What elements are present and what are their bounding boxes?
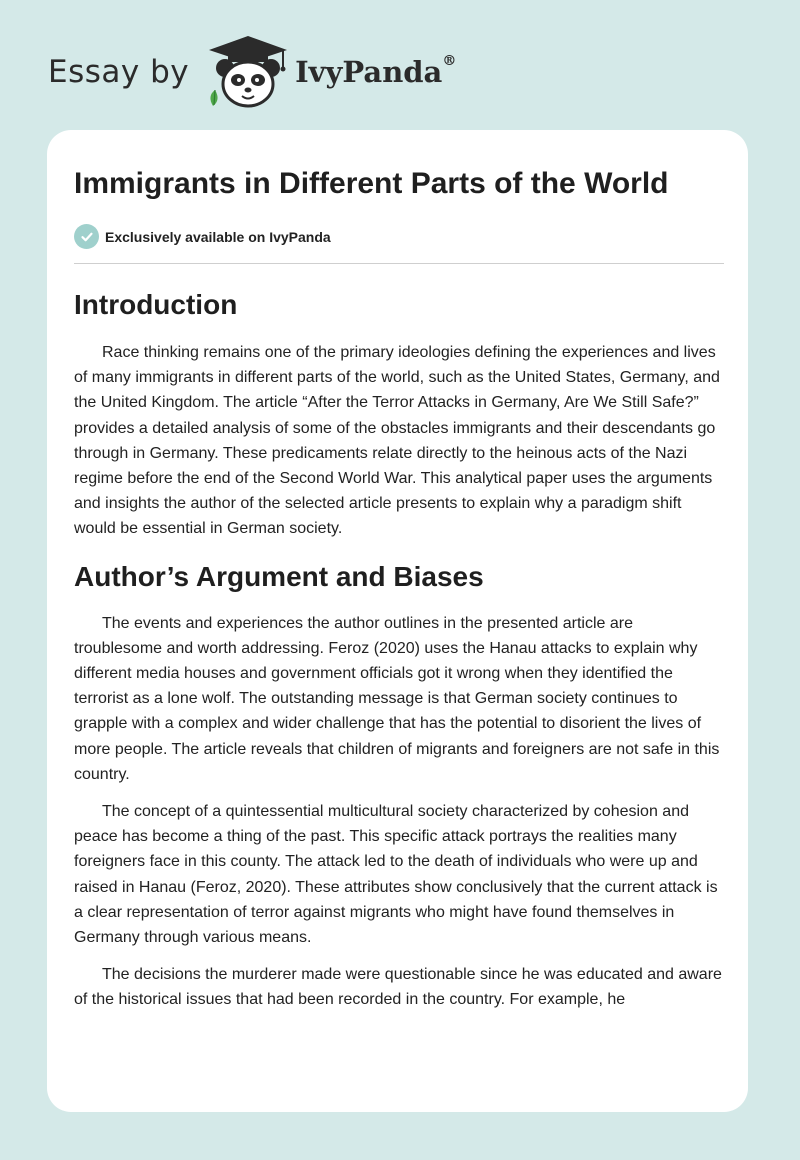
section-heading: Introduction xyxy=(74,289,238,320)
exclusive-label: Exclusively available on IvyPanda xyxy=(105,228,331,245)
page-title: Immigrants in Different Parts of the World xyxy=(74,167,669,200)
registered-mark: ® xyxy=(442,53,457,69)
paragraph: Race thinking remains one of the primary ideologies defining the experiences and lives of many immigrants in different parts of the world, such as the United States, Germany, and the United Kingdom. The article “After the Terror Attacks in Germany, Are We Still Safe?” provides a detailed analysis of some of the obstacles immigrants and their descendants go through in Germany. These predicaments relate directly to the heinous acts of the Nazi regime before the end of the Second World War. This analytical paper uses the arguments and insights the author of the selected article presents to explain why a paradigm shift would be essential in German society. xyxy=(74,344,720,538)
divider xyxy=(74,263,724,264)
paragraph: The concept of a quintessential multicultural society characterized by cohesion and peace has become a thing of the past. This specific attack portrays the realities many foreigners face in this county. The attack led to the death of individuals who were up and raised in Hanau (Feroz, 2020). These attributes show conclusively that the current attack is a clear representation of terror against migrants who might have found themselves in Germany through various means. xyxy=(74,803,718,947)
site-header xyxy=(48,32,456,112)
paragraph: The events and experiences the author outlines in the presented article are troublesome and worth addressing. Feroz (2020) uses the Hanau attacks to explain why different media houses and government officials got it wrong when they identified the terrorist as a lone wolf. The outstanding message is that German society continues to grapple with a complex and wider challenge that has the potential to disorient the lives of more people. The article reveals that children of migrants and foreigners are not safe in this country. xyxy=(74,614,720,783)
panda-logo-icon[interactable] xyxy=(203,32,293,112)
brand-name[interactable] xyxy=(295,55,456,89)
paragraph: The decisions the murderer made were questionable since he was educated and aware of the historical issues that had been recorded in the country. For example, he xyxy=(74,966,722,1009)
section-heading: Author’s Argument and Biases xyxy=(74,560,484,592)
exclusive-badge xyxy=(74,224,724,249)
brand-text: IvyPanda xyxy=(295,55,443,89)
essay-card xyxy=(47,130,748,1112)
section-introduction xyxy=(74,288,724,542)
check-icon xyxy=(74,224,99,249)
section-authors-argument xyxy=(74,560,724,1013)
essay-by-label: Essay by xyxy=(48,54,190,90)
essay-content xyxy=(74,164,724,1025)
